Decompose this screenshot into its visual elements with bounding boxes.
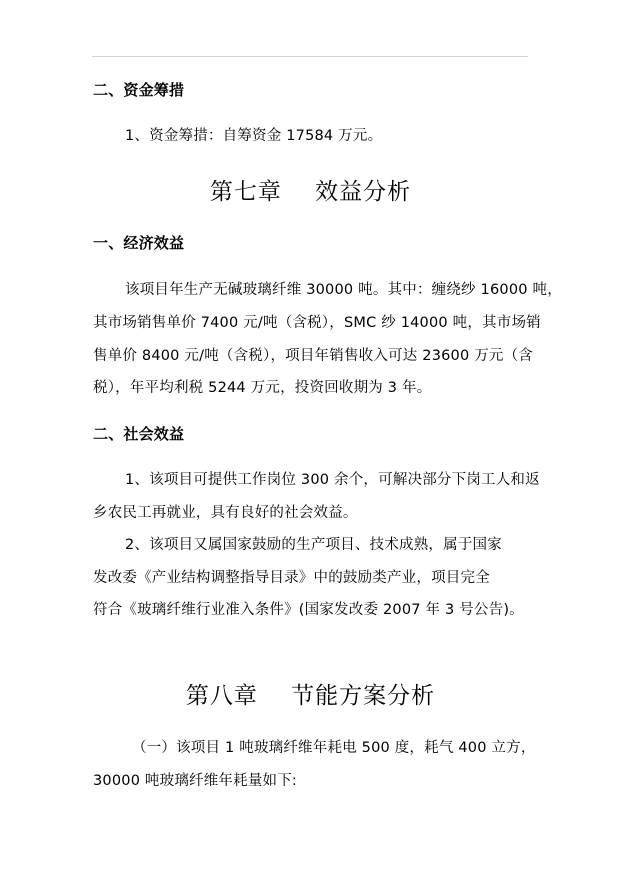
economic-paragraph-line: 其市场销售单价 7400 元/吨（含税），SMC 纱 14000 吨，其市场销 (93, 315, 541, 331)
social-benefit-heading: 二、社会效益 (93, 425, 185, 443)
funding-heading: 二、资金筹措 (93, 81, 185, 99)
page-header-rule (92, 56, 528, 57)
funding-item-1: 1、资金筹措：自筹资金 17584 万元。 (125, 128, 383, 144)
chapter-7-title: 第七章 效益分析 (209, 179, 412, 205)
economic-paragraph-line: 税），年平均利税 5244 万元，投资回收期为 3 年。 (93, 380, 432, 396)
energy-paragraph-line: （一）该项目 1 吨玻璃纤维年耗电 500 度，耗气 400 立方， (132, 740, 536, 756)
social-item-2-line: 2、该项目又属国家鼓励的生产项目、技术成熟，属于国家 (125, 537, 502, 553)
energy-paragraph-line: 30000 吨玻璃纤维年耗量如下: (93, 773, 298, 789)
chapter-8-title: 第八章 节能方案分析 (185, 683, 436, 709)
social-item-2-line: 发改委《产业结构调整指导目录》中的鼓励类产业，项目完全 (93, 570, 490, 586)
social-item-1-line: 1、该项目可提供工作岗位 300 余个，可解决部分下岗工人和返 (125, 472, 540, 488)
economic-benefit-heading: 一、经济效益 (93, 234, 185, 252)
social-item-1-line: 乡农民工再就业，具有良好的社会效益。 (93, 505, 358, 521)
economic-paragraph-line: 该项目年生产无碱玻璃纤维 30000 吨。其中：缠绕纱 16000 吨， (125, 282, 562, 298)
economic-paragraph-line: 售单价 8400 元/吨（含税），项目年销售收入可达 23600 万元（含 (93, 348, 533, 364)
social-item-2-line: 符合《玻璃纤维行业准入条件》(国家发改委 2007 年 3 号公告)。 (93, 602, 524, 618)
